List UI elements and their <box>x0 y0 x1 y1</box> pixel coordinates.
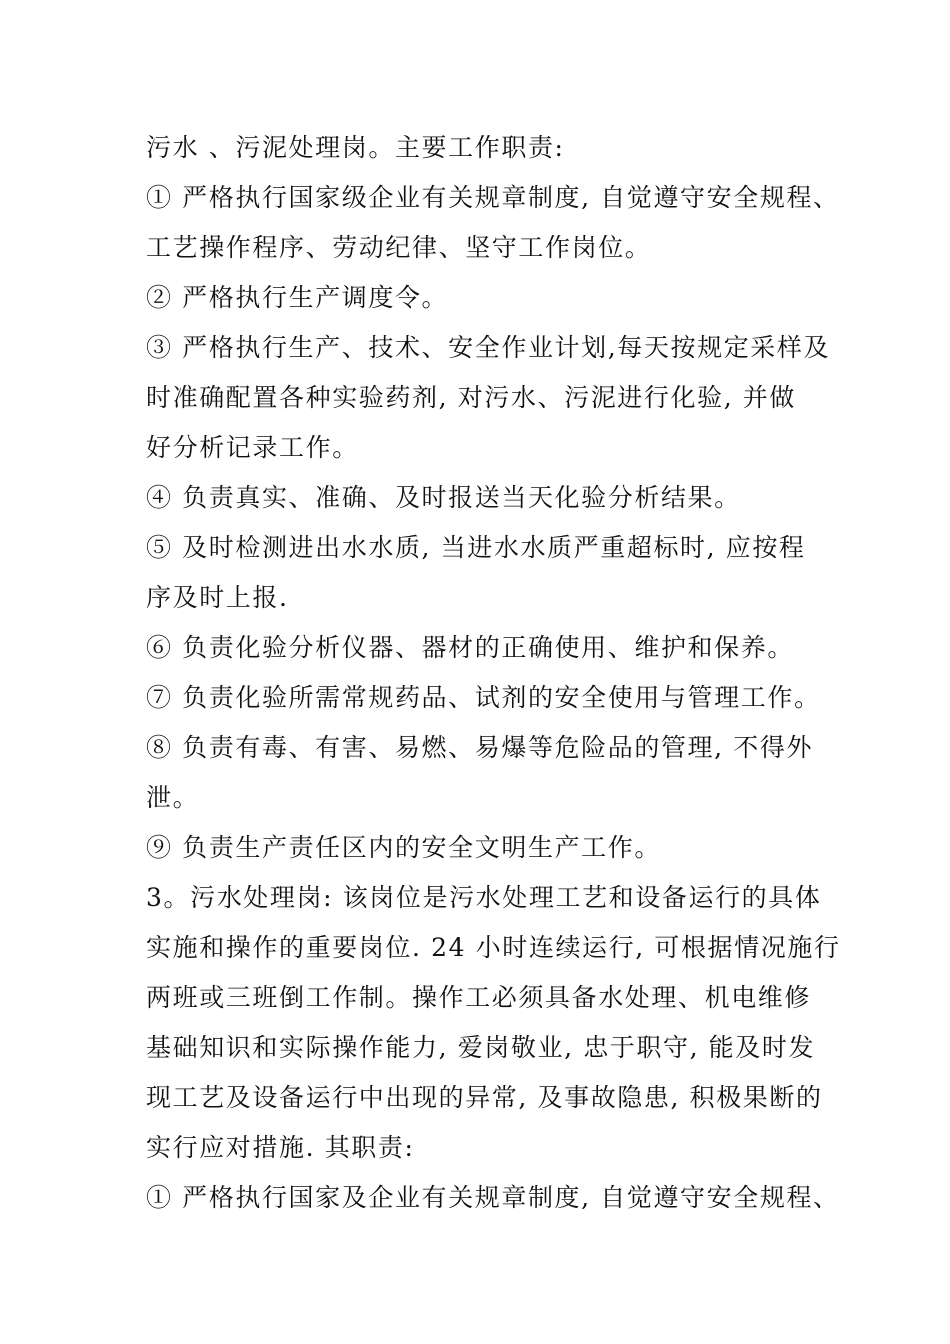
text-line: 两班或三班倒工作制。操作工必须具备水处理、机电维修 <box>146 983 812 1012</box>
text-line: 实施和操作的重要岗位. 24 小时连续运行, 可根据情况施行 <box>146 933 841 962</box>
text-line: ⑥ 负责化验分析仪器、器材的正确使用、维护和保养。 <box>146 633 794 662</box>
text-line: 泄。 <box>146 783 200 812</box>
text-line: 3。污水处理岗: 该岗位是污水处理工艺和设备运行的具体 <box>146 883 822 912</box>
text-line: 工艺操作程序、劳动纪律、坚守工作岗位。 <box>146 233 652 262</box>
text-line: 序及时上报. <box>146 583 289 612</box>
text-line: 基础知识和实际操作能力, 爱岗敬业, 忠于职守, 能及时发 <box>146 1033 816 1062</box>
text-line: ① 严格执行国家级企业有关规章制度, 自觉遵守安全规程、 <box>146 183 840 212</box>
text-line: ④ 负责真实、准确、及时报送当天化验分析结果。 <box>146 483 741 512</box>
text-line: 时准确配置各种实验药剂, 对污水、污泥进行化验, 并做 <box>146 383 796 412</box>
text-line: ③ 严格执行生产、技术、安全作业计划,每天按规定采样及 <box>146 333 831 362</box>
text-line: ⑤ 及时检测进出水水质, 当进水水质严重超标时, 应按程 <box>146 533 806 562</box>
text-line: ⑧ 负责有毒、有害、易燃、易爆等危险品的管理, 不得外 <box>146 733 814 762</box>
text-line: ② 严格执行生产调度令。 <box>146 283 449 312</box>
text-line: 好分析记录工作。 <box>146 433 359 462</box>
text-line: 实行应对措施. 其职责: <box>146 1133 415 1162</box>
text-line: ⑨ 负责生产责任区内的安全文明生产工作。 <box>146 833 661 862</box>
text-line: 污水 、污泥处理岗。主要工作职责: <box>146 133 565 162</box>
text-line: 现工艺及设备运行中出现的异常, 及事故隐患, 积极果断的 <box>146 1083 823 1112</box>
text-line: ⑦ 负责化验所需常规药品、试剂的安全使用与管理工作。 <box>146 683 821 712</box>
text-line: ① 严格执行国家及企业有关规章制度, 自觉遵守安全规程、 <box>146 1183 840 1212</box>
